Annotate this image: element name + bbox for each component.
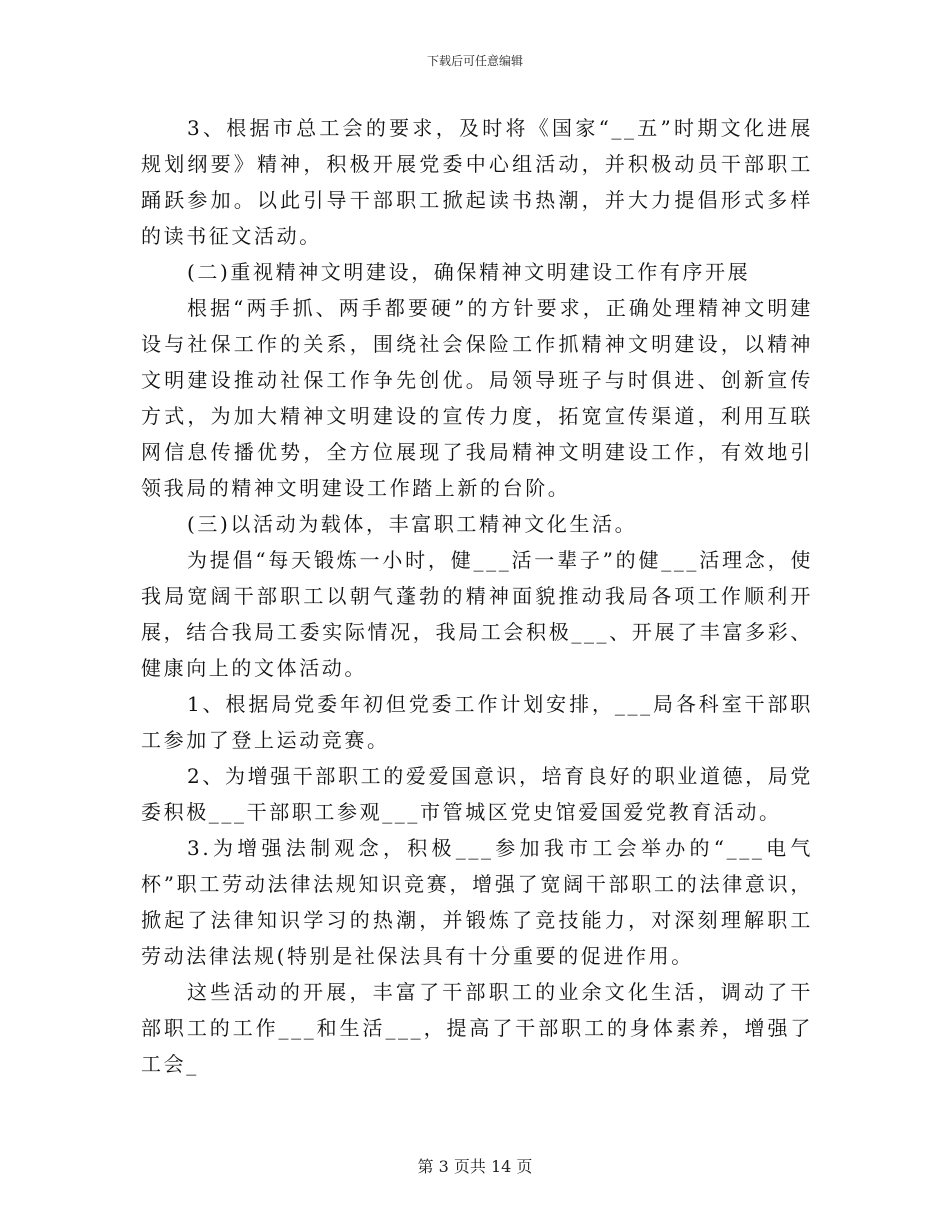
paragraph-activity-3: 3.为增强法制观念，积极___参加我市工会举办的“___电气杯”职工劳动法律法规知识竞赛，增强了宽阔干部职工的法律意识，掀起了法律知识学习的热潮，并锻炼了竞技能力，对深刻理解职工劳动法律法规(特别是社保法具有十分重要的促进作用。 [141, 836, 813, 968]
section-heading-3: (三)以活动为载体，丰富职工精神文化生活。 [187, 512, 638, 536]
paragraph-summary: 这些活动的开展，丰富了干部职工的业余文化生活，调动了干部职工的工作___和生活___，提高了干部职工的身体素养，增强了工会_ [141, 980, 813, 1076]
page-number: 第 3 页共 14 页 [417, 1157, 533, 1176]
document-body [141, 110, 813, 1082]
paragraph-activity-1: 1、根据局党委年初但党委工作计划安排，___局各科室干部职工参加了登上运动竞赛。 [141, 692, 813, 752]
paragraph-activities-intro: 为提倡“每天锻炼一小时，健___活一辈子”的健___活理念，使我局宽阔干部职工以朝气蓬勃的精神面貌推动我局各项工作顺利开展，结合我局工委实际情况，我局工会积极___、开展了丰富多彩、健康向上的文体活动。 [141, 548, 813, 680]
paragraph-spiritual-civilization: 根据“两手抓、两手都要硬”的方针要求，正确处理精神文明建设与社保工作的关系，围绕社会保险工作抓精神文明建设，以精神文明建设推动社保工作争先创优。局领导班子与时俱进、创新宣传方式，为加大精神文明建设的宣传力度，拓宽宣传渠道，利用互联网信息传播优势，全方位展现了我局精神文明建设工作，有效地引领我局的精神文明建设工作踏上新的台阶。 [141, 296, 813, 500]
paragraph-item-3-point: 3、根据市总工会的要求，及时将《国家“__五”时期文化进展规划纲要》精神，积极开展党委中心组活动，并积极动员干部职工踊跃参加。以此引导干部职工掀起读书热潮，并大力提倡形式多样的读书征文活动。 [141, 116, 813, 248]
section-heading-2: (二)重视精神文明建设，确保精神文明建设工作有序开展 [187, 260, 751, 284]
paragraph-activity-2: 2、为增强干部职工的爱爱国意识，培育良好的职业道德，局党委积极___干部职工参观___市管城区党史馆爱国爱党教育活动。 [141, 764, 813, 824]
page-header-note: 下载后可任意编辑 [426, 54, 523, 68]
